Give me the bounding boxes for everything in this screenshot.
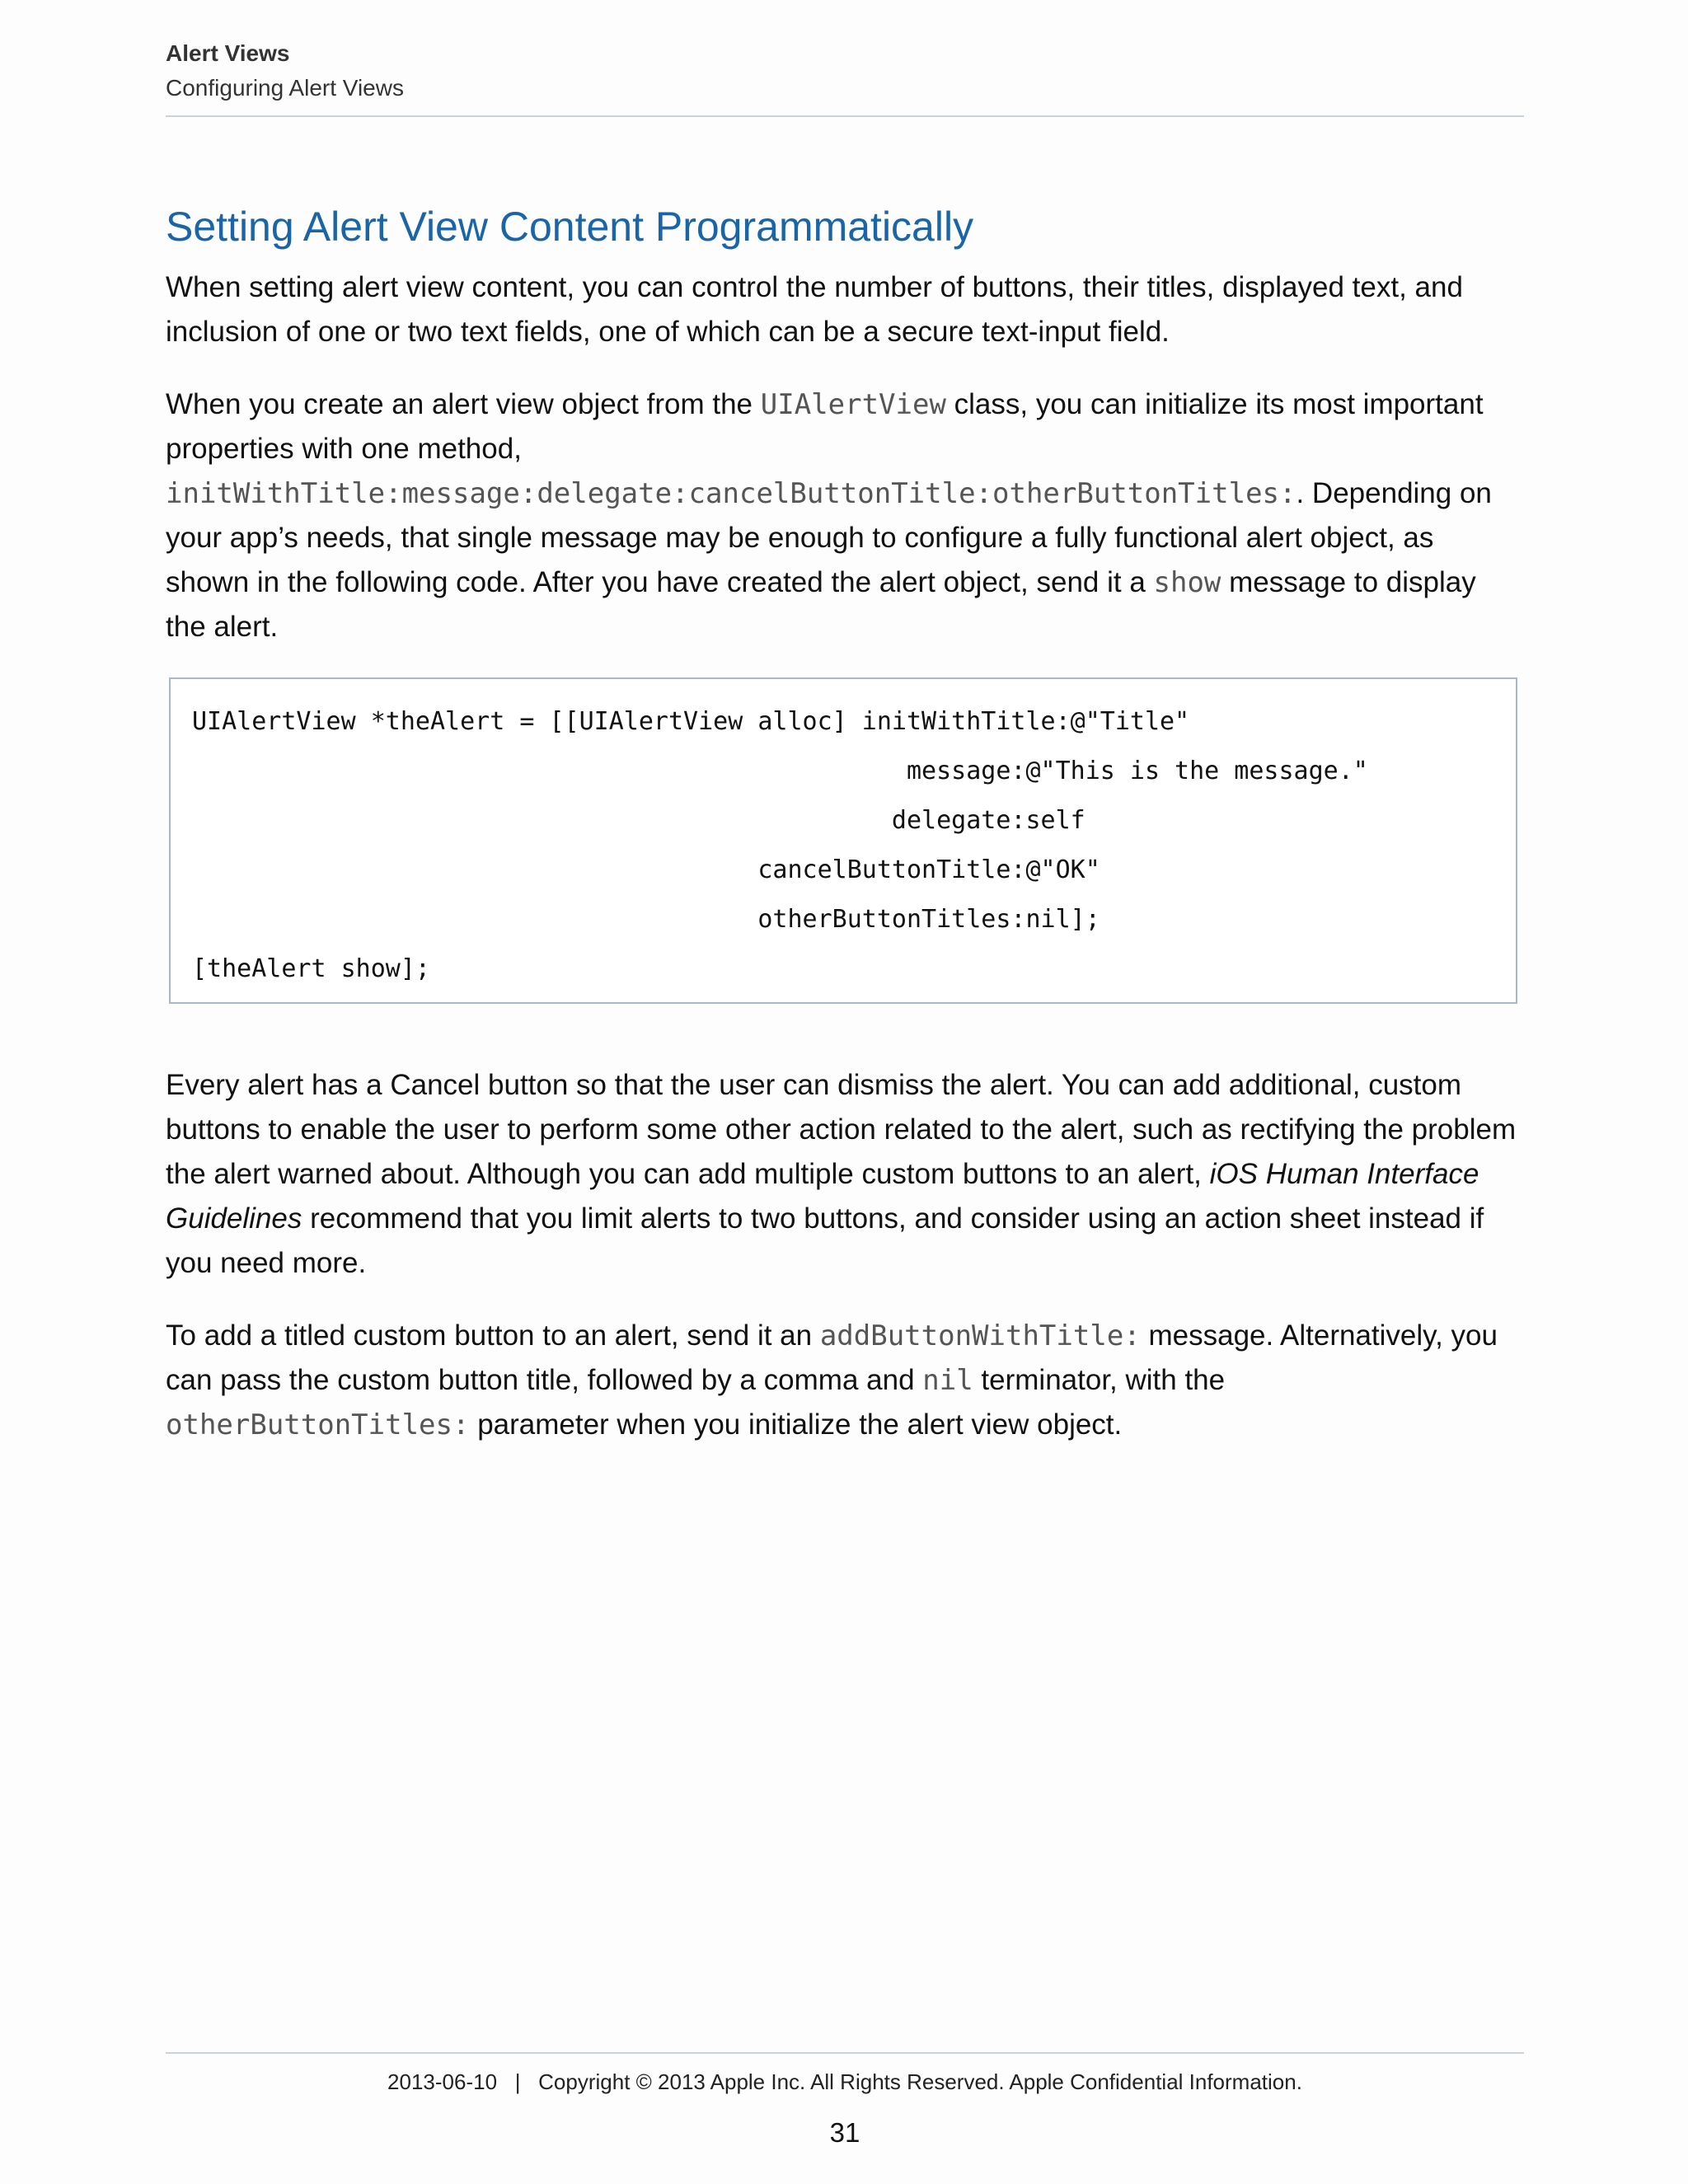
paragraph-cancel-button — [166, 1063, 1524, 1286]
inline-code-show: show — [1153, 566, 1221, 599]
text-segment: Every alert has a Cancel button so that the user can dismiss the alert. You can add additional, custom buttons to enable the user to perform some other action related to the alert, such as rectifying the problem the alert warned about. Although you can add multiple custom buttons to an alert, — [166, 1069, 1517, 1190]
text-segment: . Depending on your app’s needs, that single message may be enough to configure a fully functional alert object, as shown in the following code. After you have created the alert object, send it a — [166, 477, 1492, 598]
header-divider — [166, 115, 1524, 117]
paragraph-intro: When setting alert view content, you can control the number of buttons, their titles, displayed text, and inclusion of one or two text fields, one of which can be a secure text-input field. — [166, 271, 1463, 348]
copyright-footer — [166, 2065, 1524, 2098]
running-header — [166, 36, 1524, 105]
text-segment: recommend that you limit alerts to two buttons, and consider using an action sheet instead if you need more. — [166, 1202, 1484, 1279]
text-segment: When you create an alert view object from the — [166, 388, 761, 420]
section-title: Configuring Alert Views — [166, 75, 404, 101]
chapter-title: Alert Views — [166, 40, 290, 66]
code-line: message:@"This is the message." — [192, 757, 1368, 785]
inline-code-addbutton: addButtonWithTitle: — [819, 1319, 1141, 1352]
guidelines-reference: iOS Human Interface Guidelines — [166, 1158, 1479, 1235]
footer-divider — [166, 2052, 1524, 2054]
code-line: cancelButtonTitle:@"OK" — [192, 855, 1100, 884]
page-body — [166, 198, 1524, 1475]
footer-text: 2013-06-10 | Copyright © 2013 Apple Inc. All Rights Reserved. Apple Confidential Information. — [387, 2069, 1302, 2094]
code-line: otherButtonTitles:nil]; — [192, 905, 1100, 934]
text-segment: message. Alternatively, you can pass the custom button title, followed by a comma and — [166, 1319, 1498, 1396]
inline-code-init-method: initWithTitle:message:delegate:cancelButtonTitle:otherButtonTitles: — [166, 477, 1296, 510]
code-line: UIAlertView *theAlert = [[UIAlertView alloc] initWithTitle:@"Title" — [192, 707, 1190, 736]
inline-code-otherbuttontitles: otherButtonTitles: — [166, 1408, 470, 1441]
code-line: [theAlert show]; — [192, 954, 430, 983]
page-number: 31 — [829, 2117, 860, 2148]
text-segment: To add a titled custom button to an alert, send it an — [166, 1319, 820, 1352]
paragraph-custom-button — [166, 1314, 1524, 1447]
code-line: delegate:self — [192, 806, 1085, 835]
text-segment: parameter when you initialize the alert view object. — [469, 1408, 1123, 1441]
text-segment: message to display the alert. — [166, 566, 1476, 643]
inline-code-uialertview: UIAlertView — [760, 388, 946, 421]
text-segment: terminator, with the — [973, 1364, 1226, 1396]
paragraph-init-method — [166, 382, 1524, 649]
inline-code-nil: nil — [922, 1364, 973, 1397]
text-segment: class, you can initialize its most important properties with one method, — [166, 388, 1484, 465]
section-heading: Setting Alert View Content Programmatically — [166, 204, 974, 250]
code-listing — [169, 677, 1517, 1004]
